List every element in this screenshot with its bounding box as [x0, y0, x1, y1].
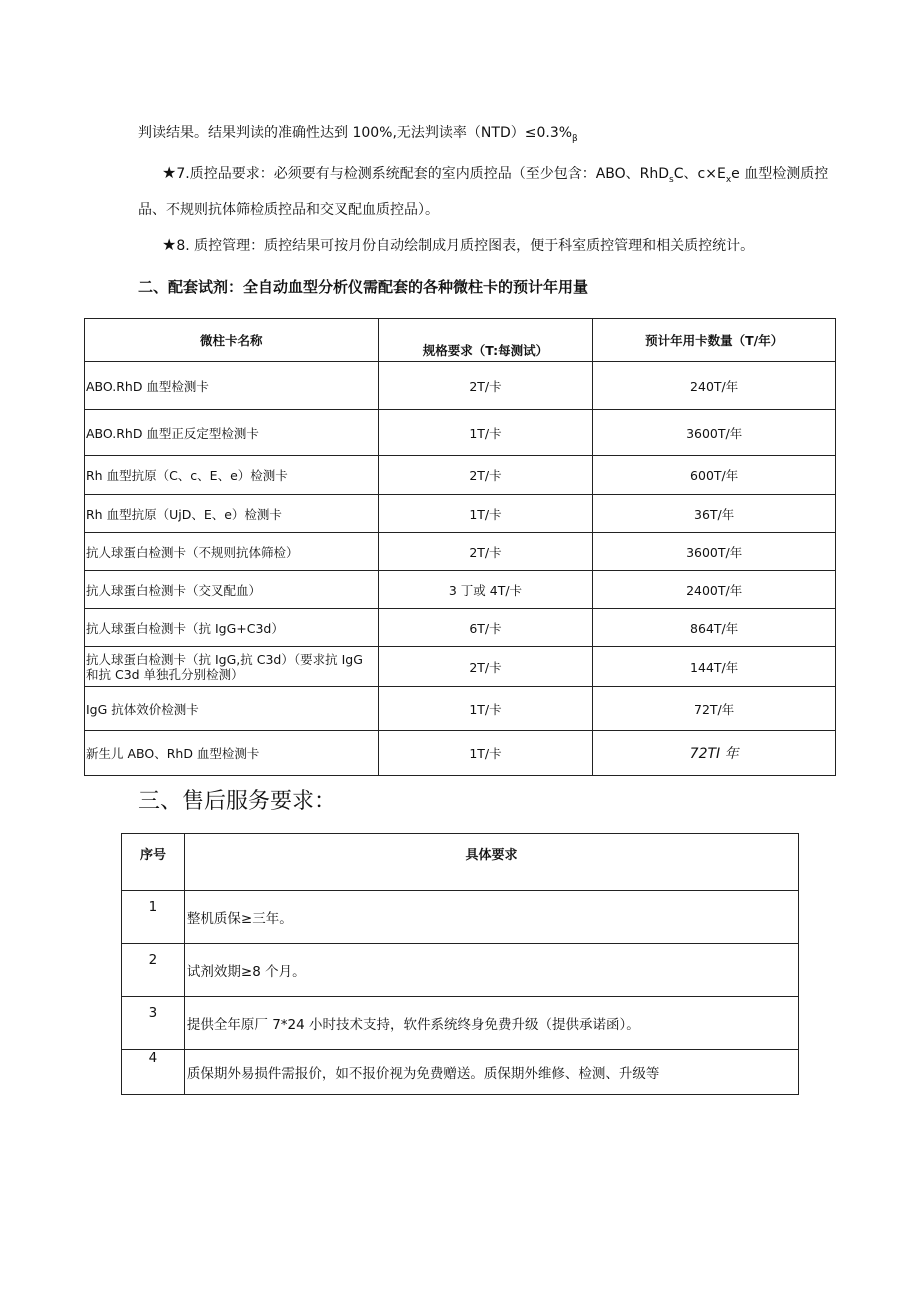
qty-cell: 600T/年: [593, 456, 836, 495]
star-icon: ★: [162, 163, 177, 182]
spec-cell: 2T/卡: [378, 362, 593, 410]
requirement-cell: 整机质保≥三年。: [184, 891, 798, 944]
qty-cell: 240T/年: [593, 362, 836, 410]
requirement-cell: 试剂效期≥8 个月。: [184, 944, 798, 997]
card-name-cell: 抗人球蛋白检测卡（交叉配血）: [85, 571, 379, 609]
card-name-cell: ABO.RhD 血型检测卡: [85, 362, 379, 410]
table-header-row: [85, 319, 836, 362]
table-row: [85, 533, 836, 571]
column-header-requirement: 具体要求: [184, 834, 798, 891]
qty-cell: 3600T/年: [593, 410, 836, 456]
card-name-cell: ABO.RhD 血型正反定型检测卡: [85, 410, 379, 456]
paragraph-qc-management: [138, 228, 833, 263]
serial-cell: 3: [122, 997, 185, 1050]
spec-cell: 1T/卡: [378, 495, 593, 533]
paragraph-text: C、c×E: [673, 166, 726, 182]
paragraph-text: e 血型检测质控品、不规则抗体筛检质控品和交叉配血质控品）。: [138, 166, 829, 218]
qty-cell: 72T/年: [593, 687, 836, 731]
table-row: [122, 944, 799, 997]
card-name-cell: 抗人球蛋白检测卡（抗 IgG+C3d）: [85, 609, 379, 647]
qty-cell: 144T/年: [593, 647, 836, 687]
table-header-row: [122, 834, 799, 891]
star-icon: ★: [162, 235, 177, 254]
table-row: [85, 731, 836, 776]
qty-cell: 864T/年: [593, 609, 836, 647]
paragraph-text: 判读结果。结果判读的准确性达到 100%,无法判读率（NTD）≤0.3%: [138, 125, 573, 141]
spec-cell: 2T/卡: [378, 456, 593, 495]
card-name-cell: 抗人球蛋白检测卡（不规则抗体筛检）: [85, 533, 379, 571]
serial-cell: 2: [122, 944, 185, 997]
card-name-cell: IgG 抗体效价检测卡: [85, 687, 379, 731]
table-row: [85, 456, 836, 495]
section-heading-after-sales: 三、售后服务要求：: [138, 789, 337, 814]
card-name-cell: Rh 血型抗原（C、c、E、e）检测卡: [85, 456, 379, 495]
qty-cell: 3600T/年: [593, 533, 836, 571]
card-name-cell: 抗人球蛋白检测卡（抗 IgG,抗 C3d）（要求抗 IgG 和抗 C3d 单独孔分别检测）: [85, 647, 379, 687]
column-header-serial: 序号: [122, 834, 185, 891]
qty-cell: 72TI 年: [593, 731, 836, 776]
qty-cell: 36T/年: [593, 495, 836, 533]
serial-cell: 4: [122, 1050, 185, 1095]
spec-cell: 2T/卡: [378, 647, 593, 687]
serial-cell: 1: [122, 891, 185, 944]
paragraph-text: 7.质控品要求：必须要有与检测系统配套的室内质控品（至少包含：ABO、RhD: [176, 166, 670, 182]
qty-cell: 2400T/年: [593, 571, 836, 609]
section-heading-reagents: 二、配套试剂：全自动血型分析仪需配套的各种微柱卡的预计年用量: [138, 278, 589, 296]
spec-cell: 3 丁或 4T/卡: [378, 571, 593, 609]
subscript: x: [725, 174, 732, 185]
paragraph-qc-requirements: [138, 158, 833, 225]
table-row: [85, 362, 836, 410]
column-header-card-name: 微柱卡名称: [85, 319, 379, 362]
subscript: β: [572, 133, 578, 144]
table-row: [122, 997, 799, 1050]
paragraph-text: 8. 质控管理：质控结果可按月份自动绘制成月质控图表，便于科室质控管理和相关质控统计。: [176, 238, 755, 254]
table-row: [85, 571, 836, 609]
spec-cell: 2T/卡: [378, 533, 593, 571]
spec-cell: 1T/卡: [378, 731, 593, 776]
table-row: [85, 687, 836, 731]
subscript: s: [669, 174, 674, 185]
paragraph-result-accuracy: [138, 116, 833, 156]
requirement-cell: 质保期外易损件需报价，如不报价视为免费赠送。质保期外维修、检测、升级等: [184, 1050, 798, 1095]
card-name-cell: Rh 血型抗原（UjD、E、e）检测卡: [85, 495, 379, 533]
spec-cell: 1T/卡: [378, 410, 593, 456]
card-name-cell: 新生儿 ABO、RhD 血型检测卡: [85, 731, 379, 776]
table-row: [85, 495, 836, 533]
requirement-cell: 提供全年原厂 7*24 小时技术支持，软件系统终身免费升级（提供承诺函）。: [184, 997, 798, 1050]
reagent-table: [84, 318, 836, 776]
table-row: [122, 1050, 799, 1095]
spec-cell: 1T/卡: [378, 687, 593, 731]
table-row: [85, 609, 836, 647]
column-header-annual-qty: 预计年用卡数量（T/年）: [593, 319, 836, 362]
spec-cell: 6T/卡: [378, 609, 593, 647]
after-sales-table: [121, 833, 799, 1095]
table-row: [85, 647, 836, 687]
table-row: [122, 891, 799, 944]
column-header-spec: 规格要求（T:每测试）: [378, 319, 593, 362]
table-row: [85, 410, 836, 456]
